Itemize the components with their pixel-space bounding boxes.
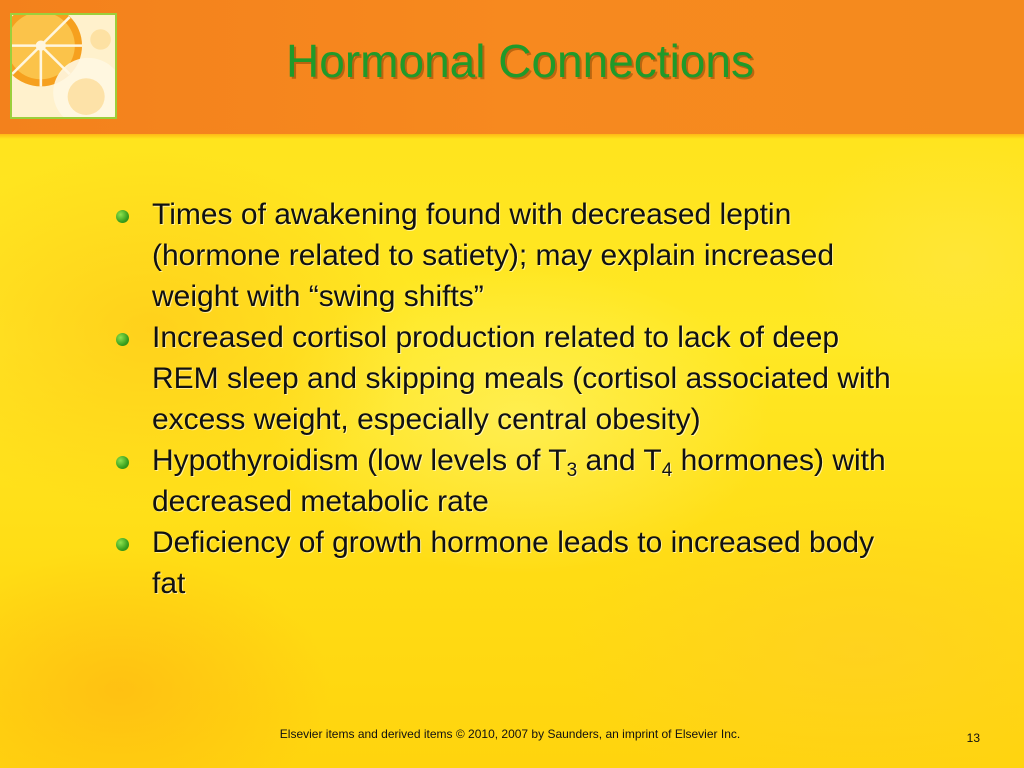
bullet-dot-icon xyxy=(116,538,129,551)
bullet-text: Times of awakening found with decreased leptin (hormone related to satiety); may explain increased weight with “swing shifts” xyxy=(152,198,835,313)
bullet-list xyxy=(112,194,912,604)
bullet-text-part: Hypothyroidism (low levels of T xyxy=(152,444,567,477)
bullet-text: Increased cortisol production related to lack of deep REM sleep and skipping meals (cortisol associated with excess weight, especially central obesity) xyxy=(152,321,891,436)
bullet-text-part: hormones) with decreased metabolic rate xyxy=(152,444,886,518)
copyright-footer: Elsevier items and derived items © 2010, 2007 by Saunders, an imprint of Elsevier Inc. xyxy=(279,727,741,741)
bullet-item xyxy=(112,440,912,522)
orange-slice-icon xyxy=(10,13,117,119)
bullet-item xyxy=(112,522,912,604)
slide-title: Hormonal Connections xyxy=(286,35,754,87)
bullet-dot-icon xyxy=(116,456,129,469)
header-divider xyxy=(0,134,1024,139)
bullet-text: Deficiency of growth hormone leads to increased body fat xyxy=(152,526,875,600)
subscript-3: 3 xyxy=(566,460,578,481)
bullet-dot-icon xyxy=(116,333,129,346)
bullet-item xyxy=(112,194,912,317)
bullet-text-part: and T xyxy=(577,444,662,477)
bullet-dot-icon xyxy=(116,210,129,223)
subscript-4: 4 xyxy=(661,460,673,481)
bullet-item xyxy=(112,317,912,440)
page-number: 13 xyxy=(966,731,980,745)
